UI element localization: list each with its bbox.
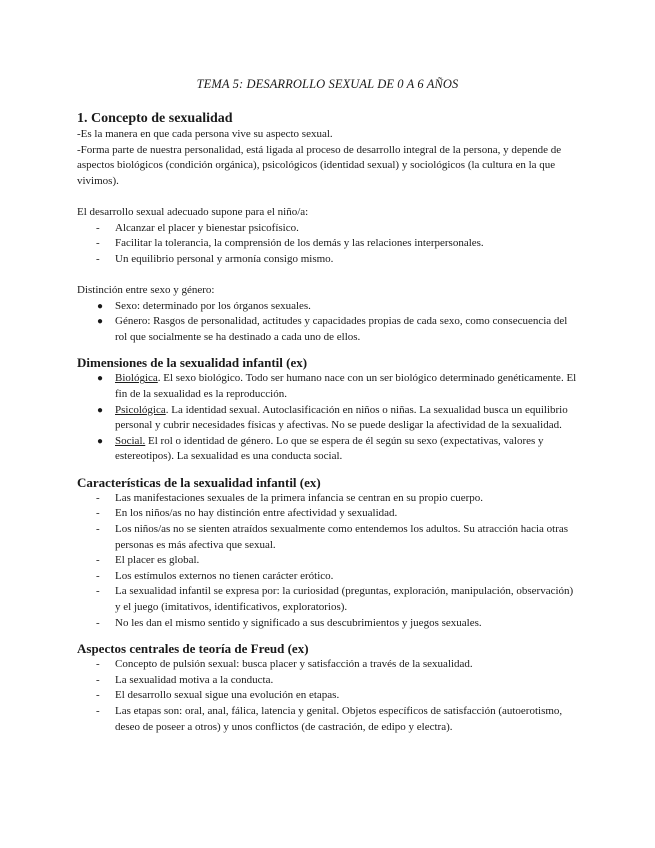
dash-marker: - [96,658,100,671]
dash-marker: - [96,705,100,717]
paragraph: -Forma parte de nuestra personalidad, está ligada al proceso de desarrollo integral de la persona, y depende de aspectos biológicos (condición orgánica), psicológicos (identidad sexual) y sociológicos (la cultura en la que vivimos). [77,143,562,187]
list-item: - Las manifestaciones sexuales de la primera infancia se centran en su propio cuerpo. [77,491,577,507]
paragraph: El desarrollo sexual adecuado supone para el niño/a: [77,205,309,218]
list-item: - Facilitar la tolerancia, la comprensión de los demás y las relaciones interpersonales. [77,236,577,252]
bullet-marker: ● [97,373,104,385]
list-item: - La sexualidad infantil se expresa por: la curiosidad (preguntas, exploración, manipulación, observación) y el juego (imitativos, identificativos, exploratorios). [96,585,574,614]
dash-marker: - [96,585,100,598]
list-item: - Los estímulos externos no tienen carácter erótico. [77,569,577,585]
list-item: ● Biológica. El sexo biológico. Todo ser humano nace con un ser biológico determinado genéticamente. El fin de la sexualidad es la reproducción. [97,372,577,400]
list-item: - El desarrollo sexual sigue una evolución en etapas. [77,688,577,704]
document-title: TEMA 5: DESARROLLO SEXUAL DE 0 A 6 AÑOS [196,77,459,91]
dash-marker: - [96,507,100,520]
freud-list [77,657,577,735]
list-item: - Los niños/as no se sienten atraídos sexualmente como entendemos los adultos. Su atracción hacia otras personas es más afectiva que sexual. [96,523,569,551]
list-item: - El placer es global. [77,553,577,569]
bullet-marker: ● [97,404,104,416]
dash-marker: - [96,616,100,629]
list-item: ● Sexo: determinado por los órganos sexuales. [77,299,577,315]
section-heading-freud: Aspectos centrales de teoría de Freud (ex) [77,641,309,657]
document-body [77,110,577,735]
paragraph: Distinción entre sexo y género: [77,283,215,296]
dash-marker: - [96,221,100,234]
list-item: - No les dan el mismo sentido y significado a sus descubrimientos y juegos sexuales. [77,616,577,632]
bullet-marker: ● [97,300,104,312]
list-item: ● Género: Rasgos de personalidad, actitudes y capacidades propias de cada sexo, como consecuencia del rol que socialmente se ha destinado a cada uno de ellos. [97,315,568,343]
section-heading-dimensiones: Dimensiones de la sexualidad infantil (ex) [77,355,308,371]
dash-marker: - [96,554,100,567]
list-item: ● Psicológica. La identidad sexual. Autoclasificación en niños o niñas. La sexualidad busca un equilibrio personal y cubrir necesidades físicas y afectivas. No se puede desligar la afectividad de la sexualidad. [97,403,568,432]
bullet-marker: ● [97,435,104,447]
list-item: - En los niños/as no hay distinción entre afectividad y sexualidad. [77,506,577,522]
caracteristicas-list [77,491,577,631]
term-label: Biológica [115,372,158,385]
dev-list [77,221,577,268]
list-item: - Un equilibrio personal y armonía consigo mismo. [77,252,577,268]
dash-marker: - [96,237,100,250]
dimensiones-list [77,371,577,465]
term-label: Psicológica [115,403,166,416]
bullet-marker: ● [97,316,104,328]
paragraph: -Es la manera en que cada persona vive su aspecto sexual. [77,128,333,140]
dist-list [77,299,577,346]
dash-marker: - [96,252,100,265]
dash-marker: - [96,569,100,582]
section-heading-caracteristicas: Características de la sexualidad infantil (ex) [77,474,321,490]
list-item: - Alcanzar el placer y bienestar psicofísico. [77,221,577,237]
section-heading-concepto: 1. Concepto de sexualidad [77,111,233,126]
dash-marker: - [96,491,100,504]
list-item: - Las etapas son: oral, anal, fálica, latencia y genital. Objetos específicos de satisfacción (autoerotismo, deseo de poseer a otros) y unos conflictos (de castración, de edipo y electra). [96,705,563,733]
list-item: - La sexualidad motiva a la conducta. [77,673,577,689]
list-item: - Concepto de pulsión sexual: busca placer y satisfacción a través de la sexualidad. [77,657,577,673]
dash-marker: - [96,523,100,536]
term-label: Social. [115,434,146,447]
dash-marker: - [96,689,100,702]
dash-marker: - [96,673,100,686]
list-item: ● Social. El rol o identidad de género. Lo que se espera de él según su sexo (expectativas, valores y estereotipos). La sexualidad es una conducta social. [97,434,544,463]
